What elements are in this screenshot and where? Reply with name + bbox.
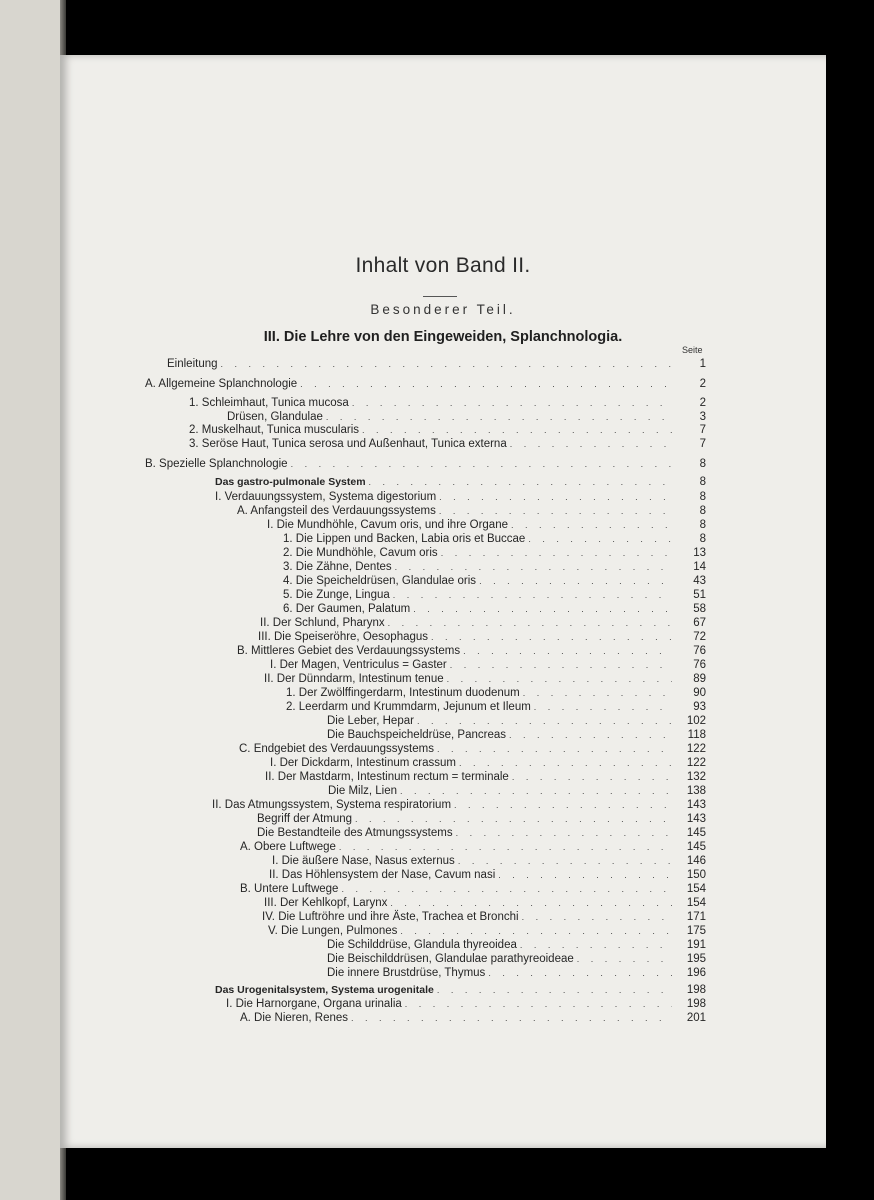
toc-entry-label: 6. Der Gaumen, Palatum [283,603,411,615]
toc-entry-label: Das gastro-pulmonale System [215,476,366,488]
toc-entry-page: 196 [686,967,706,979]
toc-entry [257,813,706,826]
toc-entry-label: C. Endgebiet des Verdauungssystems [239,743,434,755]
toc-entry-page: 118 [687,729,706,741]
dot-leader [351,1012,672,1025]
toc-entry-label: 2. Die Mundhöhle, Cavum oris [283,547,438,559]
dot-leader [400,925,672,938]
toc-entry-label: IV. Die Luftröhre und ihre Äste, Trachea et Bronchi [262,911,519,923]
toc-entry [267,519,706,532]
toc-entry-page: 8 [699,458,706,470]
toc-entry-label: II. Der Schlund, Pharynx [260,617,385,629]
toc-entry [327,967,706,980]
toc-entry [264,897,706,910]
toc-entry-page: 8 [699,505,706,517]
toc-entry-page: 2 [699,397,706,409]
toc-entry-label: III. Der Kehlkopf, Larynx [264,897,388,909]
toc-entry-page: 146 [686,855,706,867]
dot-leader [400,785,672,798]
toc-entry [283,561,706,574]
dot-leader [341,883,672,896]
toc-entry [269,869,706,882]
toc-entry [167,358,706,371]
toc-entry [240,841,706,854]
dot-leader [390,897,672,910]
toc-entry-page: 7 [699,424,706,436]
toc-entry-label: I. Die Mundhöhle, Cavum oris, und ihre Organe [267,519,508,531]
toc-entry-label: Begriff der Atmung [257,813,353,825]
toc-entry-page: 13 [693,547,706,559]
toc-entry-page: 154 [686,883,706,895]
toc-entry-page: 89 [693,673,706,685]
dot-leader [388,617,672,630]
toc-entry-page: 143 [686,813,706,825]
toc-entry-label: B. Untere Luftwege [240,883,339,895]
dot-leader [441,547,672,560]
toc-entry [215,476,706,489]
dot-leader [454,799,672,812]
dot-leader [362,424,672,437]
toc-entry-label: V. Die Lungen, Pulmones [268,925,398,937]
toc-entry-page: 1 [699,358,706,370]
toc-entry-page: 198 [686,984,706,996]
toc-entry-label: Die Bestandteile des Atmungssystems [257,827,453,839]
dot-leader [479,575,672,588]
dot-leader [534,701,672,714]
dot-leader [417,715,672,728]
toc-entry-label: A. Anfangsteil des Verdauungssystems [237,505,436,517]
toc-entry-label: 2. Leerdarm und Krummdarm, Jejunum et Ileum [286,701,531,713]
toc-entry-page: 14 [693,561,706,573]
dot-leader [459,757,672,770]
dot-leader [437,984,672,997]
toc-entry-page: 138 [686,785,706,797]
toc-entry-label: Das Urogenitalsystem, Systema urogenitale [215,984,434,996]
toc-entry-label: 1. Schleimhaut, Tunica mucosa [189,397,349,409]
dot-leader [352,397,672,410]
dot-leader [413,603,672,616]
dot-leader [291,458,672,471]
toc-entry-label: II. Der Mastdarm, Intestinum rectum = terminale [265,771,509,783]
toc-entry-page: 191 [686,939,706,951]
dot-leader [369,476,672,489]
toc-entry-label: Die Schilddrüse, Glandula thyreoidea [327,939,517,951]
toc-entry-page: 2 [699,378,706,390]
toc-entry-label: Die Milz, Lien [328,785,398,797]
toc-entry [260,617,706,630]
chapter-heading: III. Die Lehre von den Eingeweiden, Splanchnologia. [263,329,623,345]
dot-leader [395,561,672,574]
dot-leader [509,729,672,742]
dot-leader [520,939,672,952]
toc-entry-page: 143 [686,799,706,811]
dot-leader [498,869,672,882]
toc-entry [189,397,706,410]
toc-entry [227,411,706,424]
toc-entry-label: I. Verdauungssystem, Systema digestorium [215,491,437,503]
toc-entry-label: 3. Seröse Haut, Tunica serosa und Außenhaut, Tunica externa [189,438,507,450]
toc-entry-label: A. Die Nieren, Renes [240,1012,349,1024]
toc-entry [237,505,706,518]
toc-entry-label: II. Das Höhlensystem der Nase, Cavum nasi [269,869,496,881]
dot-leader [439,491,672,504]
toc-entry [283,575,706,588]
toc-entry-label: Drüsen, Glandulae [227,411,323,423]
toc-entry [145,378,706,391]
toc-entry-label: I. Der Magen, Ventriculus = Gaster [270,659,447,671]
dot-leader [463,645,672,658]
toc-entry-page: 171 [686,911,706,923]
dot-leader [339,841,672,854]
toc-entry-label: 5. Die Zunge, Lingua [283,589,390,601]
toc-entry [262,911,706,924]
toc-entry [257,827,706,840]
toc-entry-label: 2. Muskelhaut, Tunica muscularis [189,424,360,436]
toc-entry-page: 93 [693,701,706,713]
toc-entry [145,458,706,471]
toc-entry-label: 1. Der Zwölffingerdarm, Intestinum duodenum [286,687,520,699]
toc-entry-page: 175 [686,925,706,937]
dot-leader [326,411,672,424]
toc-entry-label: I. Die äußere Nase, Nasus externus [272,855,455,867]
toc-entry-page: 201 [686,1012,706,1024]
dot-leader [577,953,672,966]
toc-entry-page: 145 [686,841,706,853]
toc-entry-label: 1. Die Lippen und Backen, Labia oris et Buccae [283,533,526,545]
toc-entry-page: 195 [686,953,706,965]
dot-leader [221,358,672,371]
toc-entry [215,491,706,504]
toc-entry-label: B. Spezielle Splanchnologie [145,458,288,470]
dot-leader [393,589,672,602]
toc-entry [327,939,706,952]
toc-entry [189,424,706,437]
toc-entry [212,799,706,812]
toc-entry-page: 43 [693,575,706,587]
toc-entry-label: A. Obere Luftwege [240,841,336,853]
dot-leader [512,771,672,784]
dot-leader [439,505,672,518]
toc-entry-page: 76 [693,645,706,657]
toc-entry-page: 67 [693,617,706,629]
dot-leader [431,631,672,644]
toc-entry [226,998,706,1011]
toc-entry [283,533,706,546]
toc-entry-page: 102 [686,715,706,727]
dot-leader [437,743,672,756]
toc-entry-page: 72 [693,631,706,643]
toc-entry-page: 3 [699,411,706,423]
toc-entry [189,438,706,451]
toc-entry [265,771,706,784]
toc-entry [268,925,706,938]
toc-entry [270,757,706,770]
toc-entry-page: 8 [699,476,706,488]
toc-entry-page: 76 [693,659,706,671]
toc-entry-label: Die Beischilddrüsen, Glandulae parathyreoideae [327,953,574,965]
toc-entry [286,687,706,700]
toc-entry [327,729,706,742]
toc-entry-page: 8 [699,533,706,545]
toc-entry [328,785,706,798]
toc-entry [237,645,706,658]
dot-leader [522,911,672,924]
page-title: Inhalt von Band II. [355,254,531,277]
toc-entry-label: II. Der Dünndarm, Intestinum tenue [264,673,444,685]
toc-entry-page: 122 [686,743,706,755]
dot-leader [510,438,672,451]
toc-entry-label: 4. Die Speicheldrüsen, Glandulae oris [283,575,477,587]
toc-entry [240,1012,706,1025]
toc-entry [283,547,706,560]
toc-entry-label: A. Allgemeine Splanchnologie [145,378,298,390]
dot-leader [300,378,672,391]
toc-entry [272,855,706,868]
toc-entry-label: Die innere Brustdrüse, Thymus [327,967,486,979]
dot-leader [528,533,672,546]
toc-entry-page: 198 [686,998,706,1010]
toc-entry-page: 145 [686,827,706,839]
dot-leader [456,827,672,840]
toc-entry [283,603,706,616]
dot-leader [405,998,672,1011]
toc-entry-label: III. Die Speiseröhre, Oesophagus [258,631,429,643]
toc-entry-page: 51 [693,589,706,601]
dot-leader [458,855,672,868]
toc-entry-page: 122 [686,757,706,769]
toc-entry [215,984,706,997]
toc-entry-page: 8 [699,491,706,503]
toc-entry-label: I. Der Dickdarm, Intestinum crassum [270,757,456,769]
toc-entry [264,673,706,686]
toc-entry-page: 150 [686,869,706,881]
toc-entry [286,701,706,714]
dot-leader [355,813,672,826]
toc-entry-label: I. Die Harnorgane, Organa urinalia [226,998,402,1010]
dot-leader [511,519,672,532]
toc-entry-page: 7 [699,438,706,450]
toc-entry-label: Die Leber, Hepar [327,715,414,727]
toc-entry [239,743,706,756]
dot-leader [488,967,672,980]
toc-entry [258,631,706,644]
toc-entry-page: 154 [686,897,706,909]
toc-entry [327,715,706,728]
toc-entry [240,883,706,896]
toc-entry [283,589,706,602]
toc-entry-page: 8 [699,519,706,531]
toc-entry-page: 90 [693,687,706,699]
toc-entry-label: Einleitung [167,358,218,370]
dot-leader [523,687,672,700]
page-column-header: Seite [682,345,703,355]
toc-entry [327,953,706,966]
toc-entry-page: 58 [693,603,706,615]
section-subtitle: Besonderer Teil. [370,302,516,317]
dot-leader [447,673,672,686]
toc-entry [270,659,706,672]
dot-leader [450,659,672,672]
toc-entry-label: 3. Die Zähne, Dentes [283,561,392,573]
toc-entry-label: B. Mittleres Gebiet des Verdauungssystems [237,645,461,657]
toc-entry-label: Die Bauchspeicheldrüse, Pancreas [327,729,506,741]
toc-entry-label: II. Das Atmungssystem, Systema respiratorium [212,799,452,811]
toc-entry-page: 132 [686,771,706,783]
